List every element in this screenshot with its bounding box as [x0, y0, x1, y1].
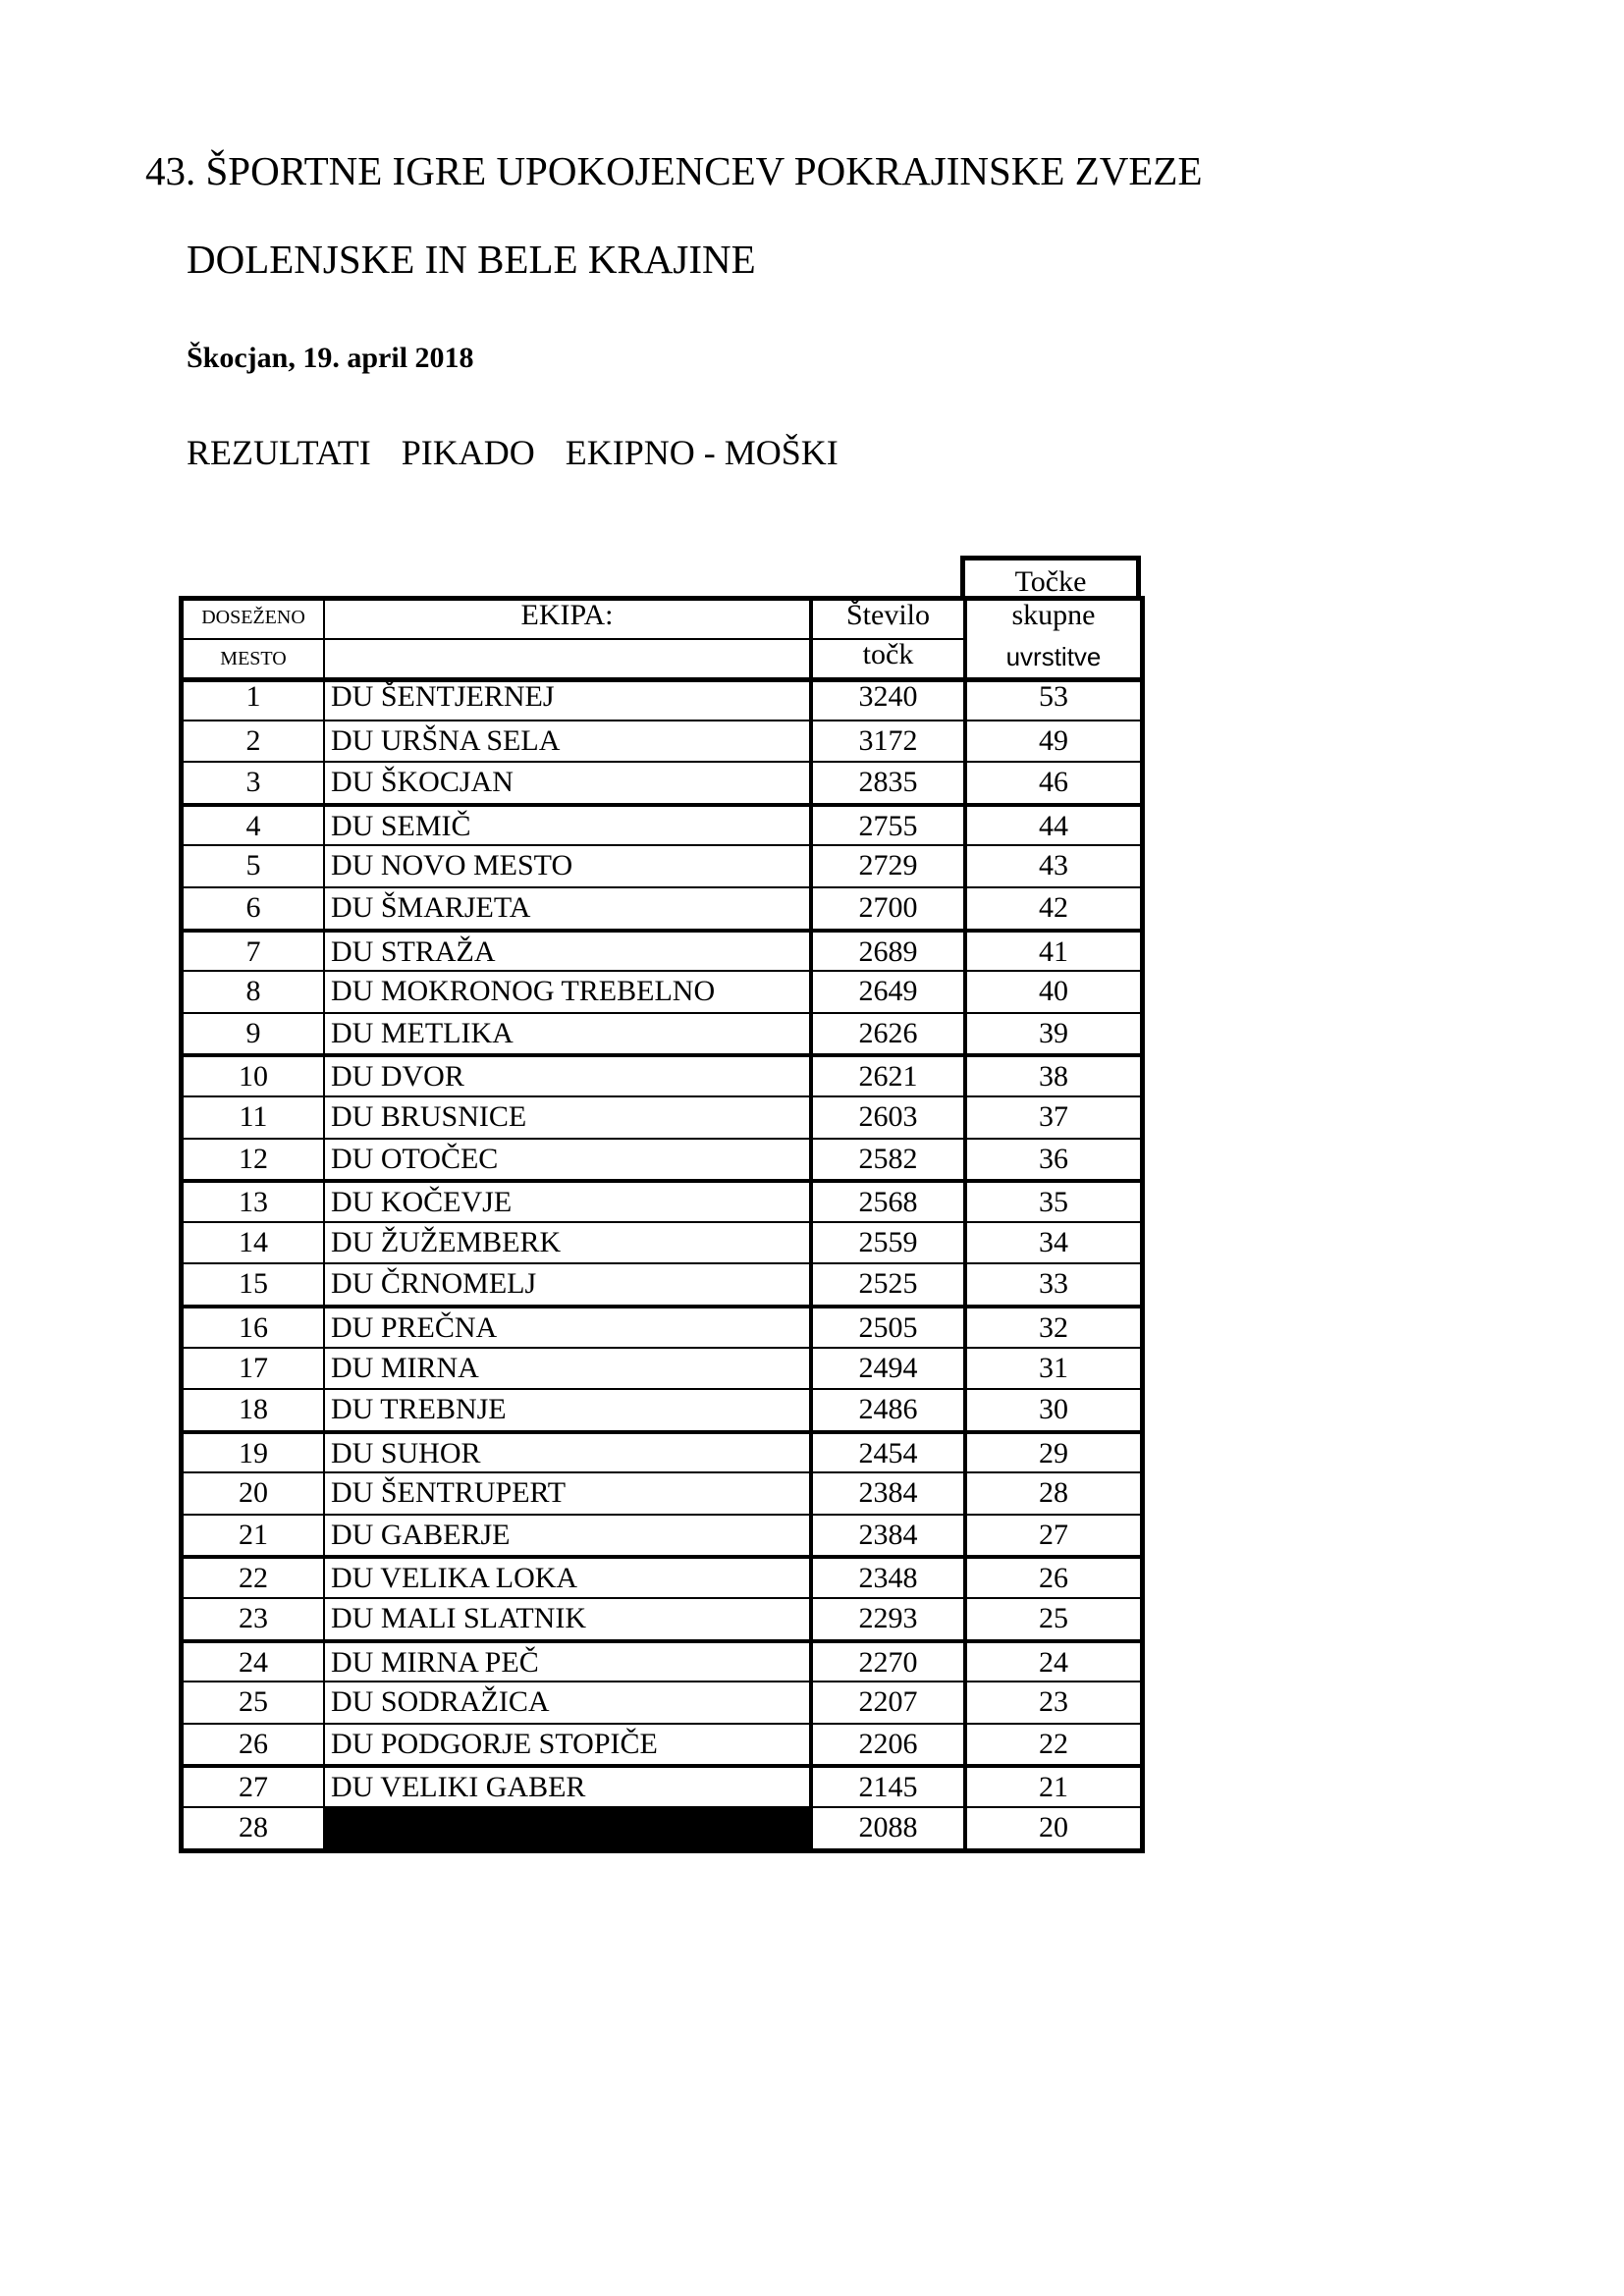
points-cell: 2486 — [809, 1390, 963, 1430]
total-cell: 32 — [963, 1308, 1140, 1347]
team-cell: DU NOVO MESTO — [323, 846, 809, 886]
points-cell: 2505 — [809, 1308, 963, 1347]
table-row — [184, 1639, 1140, 1682]
total-cell: 24 — [963, 1643, 1140, 1682]
total-cell: 25 — [963, 1599, 1140, 1639]
rank-cell: 9 — [245, 1016, 261, 1049]
total-cell: 20 — [963, 1808, 1140, 1848]
points-cell: 2145 — [809, 1768, 963, 1806]
team-cell: DU ČRNOMELJ — [323, 1264, 809, 1305]
table-row — [184, 1347, 1140, 1389]
table-row — [184, 1305, 1140, 1347]
points-cell: 2454 — [809, 1434, 963, 1472]
points-cell: 2525 — [809, 1264, 963, 1305]
points-cell: 2568 — [809, 1183, 963, 1221]
team-cell: DU OTOČEC — [323, 1140, 809, 1180]
total-cell: 29 — [963, 1434, 1140, 1472]
table-row — [184, 1095, 1140, 1138]
rank-cell: 19 — [239, 1436, 268, 1469]
total-cell: 22 — [963, 1725, 1140, 1765]
rank-cell: 10 — [239, 1060, 268, 1094]
column-header-team — [323, 601, 809, 677]
rank-cell: 20 — [239, 1476, 268, 1510]
total-cell: 35 — [963, 1183, 1140, 1221]
total-header-line3: uvrstitve — [1005, 642, 1102, 671]
rank-header-line2: MESTO — [220, 648, 287, 669]
total-cell: 38 — [963, 1057, 1140, 1095]
rank-cell: 24 — [239, 1645, 268, 1679]
total-header-line2: skupne — [1011, 599, 1096, 631]
total-cell: 49 — [963, 721, 1140, 762]
table-row — [184, 1764, 1140, 1806]
team-cell: DU SODRAŽICA — [323, 1682, 809, 1723]
points-cell: 2689 — [809, 933, 963, 971]
total-cell: 33 — [963, 1264, 1140, 1305]
points-cell: 3240 — [809, 677, 963, 720]
points-cell: 2559 — [809, 1223, 963, 1263]
total-cell: 23 — [963, 1682, 1140, 1723]
rank-cell: 3 — [245, 766, 261, 799]
table-row — [184, 1430, 1140, 1472]
team-cell: DU SEMIČ — [323, 807, 809, 845]
table-row — [184, 1388, 1140, 1430]
rank-cell: 14 — [239, 1225, 268, 1258]
points-cell: 2582 — [809, 1140, 963, 1180]
points-cell: 2384 — [809, 1473, 963, 1514]
column-header-total-line1: Točke — [960, 556, 1141, 598]
table-row — [184, 1514, 1140, 1556]
points-cell: 2207 — [809, 1682, 963, 1723]
points-cell: 2088 — [809, 1808, 963, 1848]
points-cell: 2270 — [809, 1643, 963, 1682]
team-cell: DU MIRNA — [323, 1349, 809, 1389]
subtitle-part: REZULTATI — [187, 433, 371, 472]
table-row — [184, 1053, 1140, 1095]
table-row — [184, 1221, 1140, 1263]
team-cell: DU MOKRONOG TREBELNO — [323, 972, 809, 1012]
rank-cell: 6 — [245, 890, 261, 924]
table-row — [184, 1471, 1140, 1514]
rank-cell: 27 — [239, 1771, 268, 1804]
points-cell: 2348 — [809, 1559, 963, 1597]
table-row — [184, 803, 1140, 845]
points-header-line1: Število — [845, 599, 930, 631]
rank-cell: 22 — [239, 1562, 268, 1595]
total-cell: 27 — [963, 1516, 1140, 1556]
rank-cell: 17 — [239, 1351, 268, 1384]
row-divider — [323, 1808, 809, 1848]
table-row — [184, 886, 1140, 929]
subtitle-part: PIKADO — [401, 433, 535, 472]
column-header-points — [809, 601, 963, 677]
team-cell: DU ŠENTJERNEJ — [323, 677, 809, 720]
team-cell: DU URŠNA SELA — [323, 721, 809, 762]
total-cell: 53 — [963, 677, 1140, 720]
points-cell: 2603 — [809, 1097, 963, 1138]
team-cell: DU VELIKI GABER — [323, 1768, 809, 1806]
document-title-line2: DOLENJSKE IN BELE KRAJINE — [187, 237, 756, 282]
total-cell: 44 — [963, 807, 1140, 845]
table-row — [184, 1012, 1140, 1054]
team-cell: DU VELIKA LOKA — [323, 1559, 809, 1597]
team-cell: DU ŠMARJETA — [323, 888, 809, 929]
column-header-total — [963, 601, 1140, 677]
total-cell: 46 — [963, 763, 1140, 803]
total-cell: 34 — [963, 1223, 1140, 1263]
total-cell: 40 — [963, 972, 1140, 1012]
subtitle-part: EKIPNO - MOŠKI — [565, 433, 839, 472]
rank-cell: 1 — [245, 680, 261, 713]
team-cell: DU DVOR — [323, 1057, 809, 1095]
total-cell: 42 — [963, 888, 1140, 929]
team-cell: DU STRAŽA — [323, 933, 809, 971]
points-cell: 2835 — [809, 763, 963, 803]
table-row — [184, 761, 1140, 803]
total-cell: 30 — [963, 1390, 1140, 1430]
team-cell: DU BRUSNICE — [323, 1097, 809, 1138]
table-row — [184, 1806, 1140, 1848]
rank-cell: 26 — [239, 1727, 268, 1760]
team-cell: DU ŠENTRUPERT — [323, 1473, 809, 1514]
rank-cell: 8 — [245, 975, 261, 1008]
rank-cell: 4 — [245, 809, 261, 842]
team-cell: DU ŠKOCJAN — [323, 763, 809, 803]
rank-cell: 7 — [245, 934, 261, 968]
table-row — [184, 720, 1140, 762]
points-header-line2: točk — [862, 638, 914, 670]
team-cell: DU PODGORJE STOPIČE — [323, 1725, 809, 1765]
rank-cell: 13 — [239, 1186, 268, 1219]
points-cell: 2384 — [809, 1516, 963, 1556]
team-cell: DU METLIKA — [323, 1014, 809, 1054]
rank-cell: 11 — [239, 1099, 268, 1133]
points-cell: 2621 — [809, 1057, 963, 1095]
table-body — [179, 677, 1145, 1853]
results-subtitle — [187, 432, 860, 473]
total-cell: 21 — [963, 1768, 1140, 1806]
total-cell: 36 — [963, 1140, 1140, 1180]
points-cell: 2206 — [809, 1725, 963, 1765]
rank-cell: 21 — [239, 1518, 268, 1551]
team-cell: DU KOČEVJE — [323, 1183, 809, 1221]
table-row — [184, 1555, 1140, 1597]
rank-cell: 28 — [239, 1811, 268, 1844]
team-cell: DU TREBNJE — [323, 1390, 809, 1430]
points-cell: 2293 — [809, 1599, 963, 1639]
total-cell: 37 — [963, 1097, 1140, 1138]
rank-cell: 5 — [245, 849, 261, 882]
rank-cell: 18 — [239, 1393, 268, 1426]
total-cell: 39 — [963, 1014, 1140, 1054]
column-header-rank — [184, 601, 323, 677]
table-row — [184, 970, 1140, 1012]
team-cell: DU MALI SLATNIK — [323, 1599, 809, 1639]
table-row — [184, 1597, 1140, 1639]
points-cell: 2755 — [809, 807, 963, 845]
team-header: EKIPA: — [520, 599, 614, 631]
table-header — [179, 596, 1145, 682]
total-cell: 26 — [963, 1559, 1140, 1597]
table-row — [184, 1723, 1140, 1765]
team-cell: DU MIRNA PEČ — [323, 1643, 809, 1682]
team-cell: DU GABERJE — [323, 1516, 809, 1556]
table-row — [184, 1681, 1140, 1723]
points-cell: 2649 — [809, 972, 963, 1012]
points-cell: 2729 — [809, 846, 963, 886]
team-cell: DU SUHOR — [323, 1434, 809, 1472]
rank-cell: 16 — [239, 1310, 268, 1344]
rank-header-line1: DOSEŽENO — [201, 607, 305, 628]
table-row — [184, 929, 1140, 971]
points-cell: 2700 — [809, 888, 963, 929]
table-row — [184, 1138, 1140, 1180]
team-cell: DU PREČNA — [323, 1308, 809, 1347]
rank-cell: 23 — [239, 1602, 268, 1635]
table-row — [184, 1262, 1140, 1305]
total-cell: 43 — [963, 846, 1140, 886]
rank-cell: 2 — [245, 723, 261, 757]
document-title: 43. ŠPORTNE IGRE UPOKOJENCEV POKRAJINSKE ZVEZE — [145, 148, 1203, 193]
place-and-date: Škocjan, 19. april 2018 — [187, 342, 474, 374]
table-row — [184, 844, 1140, 886]
table-row — [184, 677, 1140, 720]
rank-cell: 12 — [239, 1142, 268, 1175]
points-cell: 2626 — [809, 1014, 963, 1054]
table-row — [184, 1179, 1140, 1221]
rank-cell: 25 — [239, 1685, 268, 1719]
total-cell: 28 — [963, 1473, 1140, 1514]
total-cell: 31 — [963, 1349, 1140, 1389]
points-cell: 2494 — [809, 1349, 963, 1389]
total-cell: 41 — [963, 933, 1140, 971]
rank-cell: 15 — [239, 1267, 268, 1301]
team-cell: DU ŽUŽEMBERK — [323, 1223, 809, 1263]
points-cell: 3172 — [809, 721, 963, 762]
